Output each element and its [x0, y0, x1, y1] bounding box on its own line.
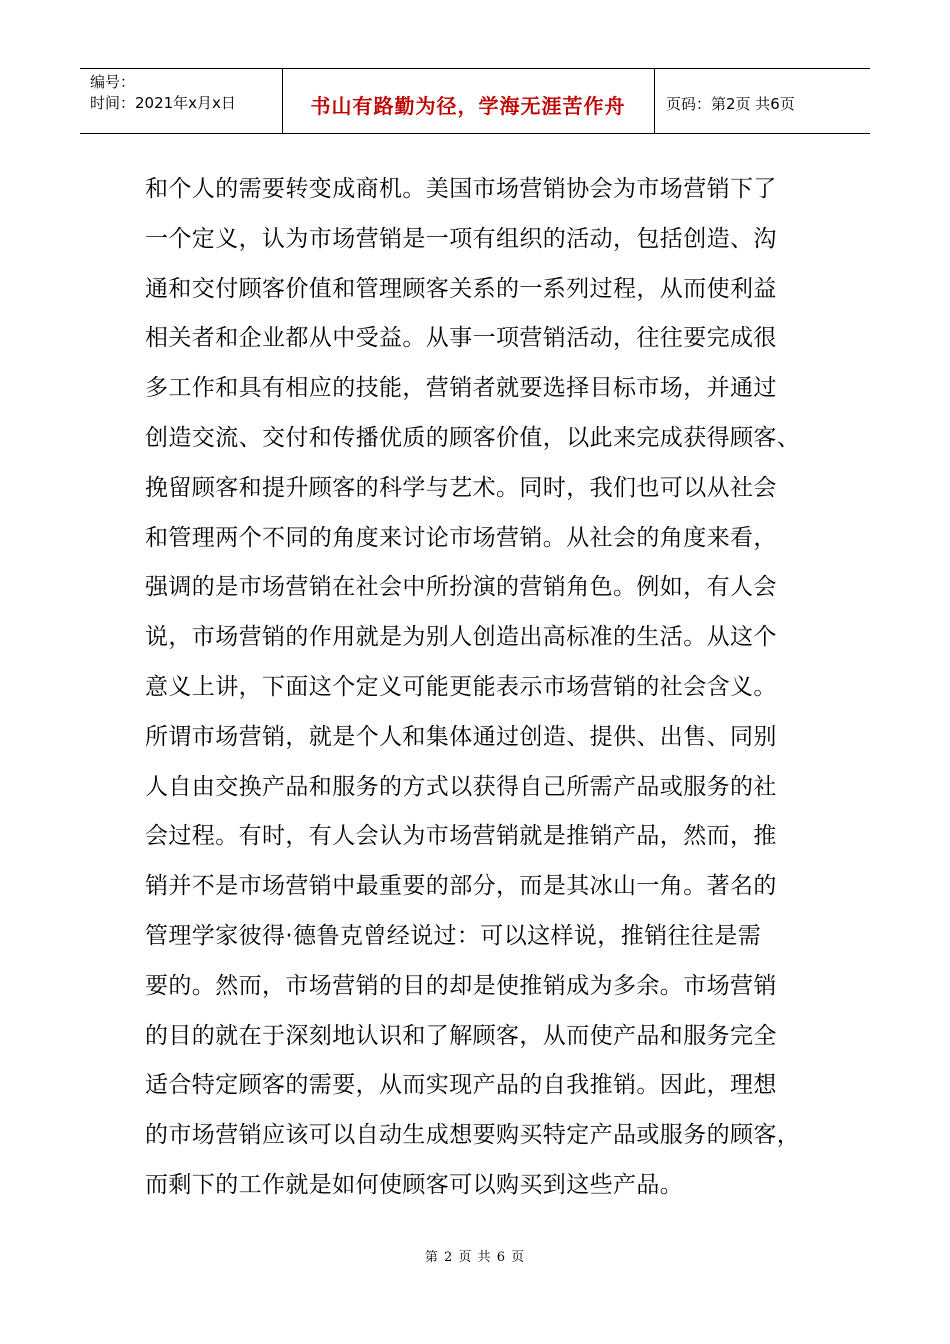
text-line: 的目的就在于深刻地认识和了解顾客，从而使产品和服务完全 — [145, 1022, 777, 1049]
text-line: 和个人的需要转变成商机。美国市场营销协会为市场营销下了 — [145, 176, 777, 202]
serial-number-label: 编号： — [90, 73, 136, 91]
text-line: 相关者和企业都从中受益。从事一项营销活动，往往要完成很 — [145, 325, 777, 352]
text-line: 管理学家彼得·德鲁克曾经说过：可以这样说，推销往往是需 — [145, 922, 762, 949]
page-footer-number: 第 2 页 共 6 页 — [424, 1250, 526, 1265]
text-line: 销并不是市场营销中最重要的部分，而是其冰山一角。著名的 — [145, 873, 777, 900]
text-line: 和管理两个不同的角度来讨论市场营销。从社会的角度来看， — [145, 524, 777, 551]
text-line: 适合特定顾客的需要，从而实现产品的自我推销。因此，理想 — [145, 1072, 777, 1099]
text-line: 说，市场营销的作用就是为别人创造出高标准的生活。从这个 — [145, 624, 777, 651]
header-divider-right — [654, 69, 655, 133]
text-line: 一个定义，认为市场营销是一项有组织的活动，包括创造、沟 — [145, 225, 777, 252]
text-line: 的市场营销应该可以自动生成想要购买特定产品或服务的顾客， — [145, 1122, 801, 1149]
body-paragraph — [145, 165, 845, 1211]
text-line: 强调的是市场营销在社会中所扮演的营销角色。例如，有人会 — [145, 574, 777, 601]
text-line: 要的。然而，市场营销的目的却是使推销成为多余。市场营销 — [145, 972, 777, 999]
text-line: 创造交流、交付和传播优质的顾客价值，以此来完成获得顾客、 — [145, 424, 801, 451]
header-motto: 书山有路勤为径，学海无涯苦作舟 — [310, 94, 626, 118]
text-line: 人自由交换产品和服务的方式以获得自己所需产品或服务的社 — [145, 773, 777, 800]
header-page-info: 页码：第2页 共6页 — [666, 95, 795, 113]
text-line: 而剩下的工作就是如何使顾客可以购买到这些产品。 — [145, 1171, 684, 1198]
text-line: 所谓市场营销，就是个人和集体通过创造、提供、出售、同别 — [145, 723, 777, 750]
text-line: 挽留顾客和提升顾客的科学与艺术。同时，我们也可以从社会 — [145, 474, 777, 501]
document-header — [80, 68, 870, 134]
text-line: 多工作和具有相应的技能，营销者就要选择目标市场，并通过 — [145, 375, 777, 402]
text-line: 通和交付顾客价值和管理顾客关系的一系列过程，从而使利益 — [145, 275, 777, 302]
text-line: 会过程。有时，有人会认为市场营销就是推销产品，然而，推 — [145, 823, 777, 850]
header-meta — [90, 72, 280, 114]
date-label: 时间：2021年x月x日 — [90, 94, 236, 112]
text-line: 意义上讲，下面这个定义可能更能表示市场营销的社会含义。 — [145, 673, 777, 700]
